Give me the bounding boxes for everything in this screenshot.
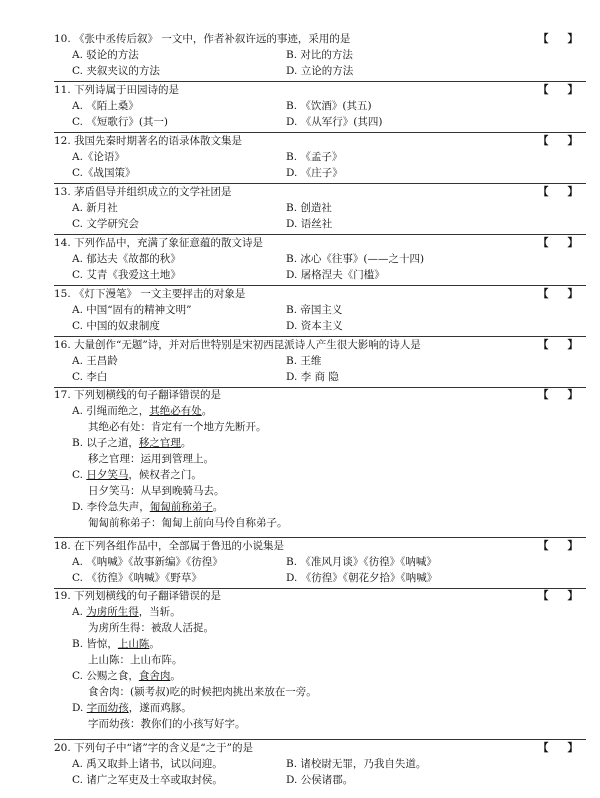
- option-b: B. 冰心《往事》(——之十四): [286, 253, 425, 265]
- option-b: B. 《饮酒》(其五): [286, 100, 372, 112]
- option-d: D. 语丝社: [286, 218, 333, 230]
- option-a: A. 《呐喊》《故事新编》《彷徨》: [72, 556, 223, 568]
- option-d: D. 《从军行》(其四): [286, 116, 383, 128]
- question-stem: 19. 下列划横线的句子翻译错误的是: [54, 590, 222, 602]
- question-14: 14. 下列作品中，充满了象征意蕴的散文诗是 【 】 A. 郁达夫《故都的秋》 B. 冰心《往事》(——之十四) C. 艾青《我爱这土地》 D. 屠格涅夫《门槛》: [54, 237, 578, 281]
- question-11: 11. 下列诗属于田园诗的是 【 】 A. 《陌上桑》 B. 《饮酒》(其五) C. 《短歌行》(其一) D. 《从军行》(其四): [54, 84, 578, 128]
- option-c-translation: 日夕笑马：从早到晚骑马去。: [88, 485, 225, 497]
- option-d: D. 立论的方法: [286, 65, 354, 77]
- option-c: C. 文学研究会: [72, 218, 139, 230]
- question-stem: 18. 在下列各组作品中，全部属于鲁迅的小说集是: [54, 540, 285, 552]
- option-c: C. 李白: [72, 371, 108, 383]
- option-d: D. 《庄子》: [286, 167, 343, 179]
- option-c: C.《战国策》: [72, 167, 136, 179]
- option-b: B. 《孟子》: [286, 151, 343, 163]
- option-d: D. 字而幼孩，遂而鸡豚。: [72, 702, 192, 714]
- question-18: 18. 在下列各组作品中，全部属于鲁迅的小说集是 【 】 A. 《呐喊》《故事新编》《彷徨》 B. 《准风月谈》《彷徨》《呐喊》 C. 《彷徨》《呐喊》《野草》 D. 《彷徨》《朝花夕拾》《呐喊》: [54, 540, 578, 584]
- option-d: D. 《彷徨》《朝花夕拾》《呐喊》: [286, 572, 438, 584]
- option-b: B. 以子之道，移之官理。: [72, 437, 192, 449]
- option-d: D. 李 商 隐: [286, 371, 339, 383]
- option-d: D. 资本主义: [286, 320, 343, 332]
- question-17: 17. 下列划横线的句子翻译错误的是 【 】 A. 引绳而绝之，其绝必有处。 其绝必有处：肯定有一个地方先断开。 B. 以子之道，移之官理。 移之官理：运用到管理上。 C. 日夕笑马，候权者之门。 日夕笑马：从早到晚骑马去。 D. 李伶急失声，匍匐前称弟子。 匍匐前称弟子：匍匐上前向马伶自称弟子。: [54, 389, 578, 529]
- option-a: A. 禹又取卦上诸书，试以问迎。: [72, 758, 223, 770]
- option-a: A. 驳论的方法: [72, 49, 139, 61]
- option-d-translation: 匍匐前称弟子：匍匐上前向马伶自称弟子。: [88, 517, 288, 529]
- question-19: 19. 下列划横线的句子翻译错误的是 【 】 A. 为虏所生得，当斩。 为虏所生得：被敌人活捉。 B. 皆惊，上山陈。 上山陈：上山布阵。 C. 公赐之食，食舍肉。 食舍肉：(颍考叔)吃的时候把肉挑出来放在一旁。 D. 字而幼孩，遂而鸡豚。 字而幼孩：教你们的小孩写好字。: [54, 590, 578, 730]
- question-stem: 11. 下列诗属于田园诗的是: [54, 84, 180, 96]
- option-a: A. 中国“固有的精神文明”: [72, 304, 192, 316]
- option-a: A. 郁达夫《故都的秋》: [72, 253, 181, 265]
- option-a: A. 引绳而绝之，其绝必有处。: [72, 405, 213, 417]
- question-15: 15. 《灯下漫笔》 一文主要抨击的对象是 【 】 A. 中国“固有的精神文明” B. 帝国主义 C. 中国的奴隶制度 D. 资本主义: [54, 288, 578, 332]
- option-c: C. 夹叙夹议的方法: [72, 65, 160, 77]
- option-b: B. 皆惊，上山陈。: [72, 638, 160, 650]
- option-c: C. 《短歌行》(其一): [72, 116, 169, 128]
- question-20: 20. 下列句子中“诸”字的含义是“之于”的是 【 】 A. 禹又取卦上诸书，试以问迎。 B. 诸校尉无罪，乃我自失道。 C. 诸广之军吏及士卒或取封侯。 D. 公侯诸郡。: [54, 742, 578, 786]
- option-b-translation: 上山陈：上山布阵。: [88, 654, 183, 666]
- option-a-translation: 其绝必有处：肯定有一个地方先断开。: [88, 421, 267, 433]
- question-16: 16. 大量创作“无题”诗，并对后世特别是宋初西昆派诗人产生很大影响的诗人是 【 】 A. 王昌龄 B. 王维 C. 李白 D. 李 商 隐: [54, 339, 578, 383]
- option-d: D. 屠格涅夫《门槛》: [286, 269, 385, 281]
- option-b: B. 对比的方法: [286, 49, 353, 61]
- option-c: C. 中国的奴隶制度: [72, 320, 160, 332]
- question-stem: 15. 《灯下漫笔》 一文主要抨击的对象是: [54, 288, 246, 300]
- option-a: A. 《陌上桑》: [72, 100, 139, 112]
- question-13: 13. 茅盾倡导并组织成立的文学社团是 【 】 A. 新月社 B. 创造社 C. 文学研究会 D. 语丝社: [54, 186, 578, 230]
- option-a: A. 为虏所生得，当斩。: [72, 606, 181, 618]
- option-c: C. 诸广之军吏及士卒或取封侯。: [72, 774, 223, 786]
- option-c: C. 日夕笑马，候权者之门。: [72, 469, 202, 481]
- option-c: C. 《彷徨》《呐喊》《野草》: [72, 572, 202, 584]
- option-d: D. 公侯诸郡。: [286, 774, 354, 786]
- option-a: A. 王昌龄: [72, 355, 118, 367]
- option-b: B. 帝国主义: [286, 304, 343, 316]
- question-stem: 10. 《张中丞传后叙》 一文中，作者补叙许远的事迹，采用的是: [54, 33, 351, 45]
- option-b: B. 诸校尉无罪，乃我自失道。: [286, 758, 427, 770]
- question-stem: 20. 下列句子中“诸”字的含义是“之于”的是: [54, 742, 254, 754]
- option-c: C. 艾青《我爱这土地》: [72, 269, 181, 281]
- option-b: B. 《准风月谈》《彷徨》《呐喊》: [286, 556, 437, 568]
- option-b-translation: 移之官理：运用到管理上。: [88, 453, 214, 465]
- option-c-translation: 食舍肉：(颍考叔)吃的时候把肉挑出来放在一旁。: [88, 686, 317, 698]
- option-d-translation: 字而幼孩：教你们的小孩写好字。: [88, 718, 246, 730]
- option-a-translation: 为虏所生得：被敌人活捉。: [88, 622, 214, 634]
- option-c: C. 公赐之食，食舍肉。: [72, 670, 181, 682]
- option-d: D. 李伶急失声，匍匐前称弟子。: [72, 501, 224, 513]
- option-a: A.《论语》: [72, 151, 125, 163]
- question-stem: 12. 我国先秦时期著名的语录体散文集是: [54, 135, 243, 147]
- question-stem: 14. 下列作品中，充满了象征意蕴的散文诗是: [54, 237, 264, 249]
- option-b: B. 创造社: [286, 202, 332, 214]
- question-stem: 17. 下列划横线的句子翻译错误的是: [54, 389, 222, 401]
- question-10: 10. 《张中丞传后叙》 一文中，作者补叙许远的事迹，采用的是 【 】 A. 驳论的方法 B. 对比的方法 C. 夹叙夹议的方法 D. 立论的方法: [54, 33, 578, 77]
- question-stem: 16. 大量创作“无题”诗，并对后世特别是宋初西昆派诗人产生很大影响的诗人是: [54, 339, 421, 351]
- option-b: B. 王维: [286, 355, 322, 367]
- question-stem: 13. 茅盾倡导并组织成立的文学社团是: [54, 186, 232, 198]
- option-a: A. 新月社: [72, 202, 118, 214]
- question-12: 12. 我国先秦时期著名的语录体散文集是 【 】 A.《论语》 B. 《孟子》 C.《战国策》 D. 《庄子》: [54, 135, 578, 179]
